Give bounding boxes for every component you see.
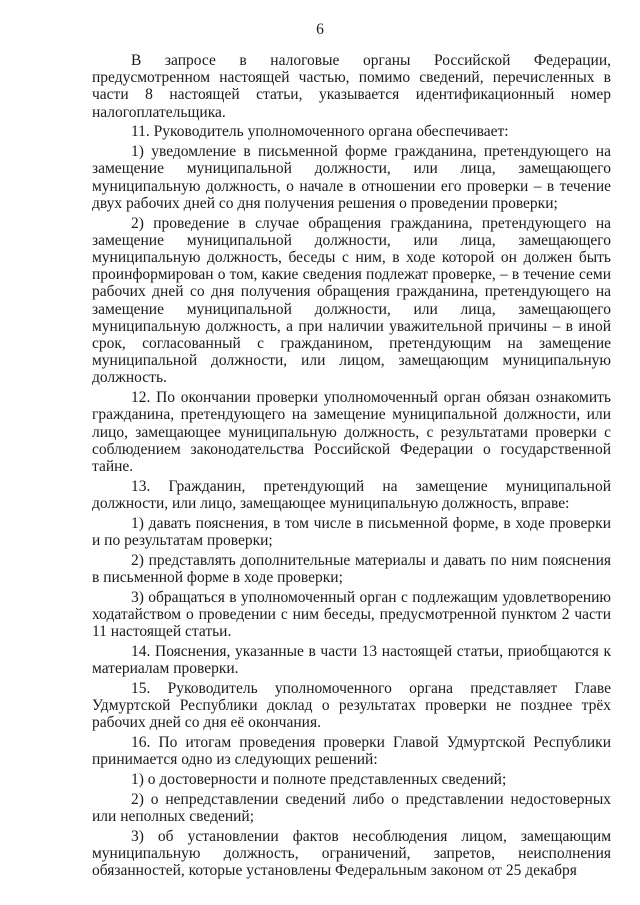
document-body <box>92 52 611 880</box>
paragraph: 14. Пояснения, указанные в части 13 настоящей статьи, приобщаются к материалам проверки. <box>92 643 611 678</box>
paragraph: 1) о достоверности и полноте представленных сведений; <box>131 771 507 789</box>
paragraph: 3) об установлении фактов несоблюдения лицом, замещающим муниципальную должность, ограничений, запретов, неисполнения обязанностей, которые установлены Федеральным законом от 25 декабря <box>92 828 611 880</box>
page-number: 6 <box>316 21 324 38</box>
paragraph: 12. По окончании проверки уполномоченный орган обязан ознакомить гражданина, претендующего на замещение муниципальной должности, или лицо, замещающее муниципальную должность, с результатами проверки с соблюдением законодательства Российской Федерации о государственной тайне. <box>92 389 611 476</box>
paragraph: В запросе в налоговые органы Российской Федерации, предусмотренном настоящей частью, помимо сведений, перечисленных в части 8 настоящей статьи, указывается идентификационный номер налогоплательщика. <box>92 52 611 121</box>
paragraph: 3) обращаться в уполномоченный орган с подлежащим удовлетворению ходатайством о проведении с ним беседы, предусмотренной пунктом 2 части 11 настоящей статьи. <box>92 588 611 641</box>
paragraph: 2) проведение в случае обращения гражданина, претендующего на замещение муниципальной должности, или лица, замещающего муниципальную должность, беседы с ним, в ходе которой он должен быть проинформирован о том, какие сведения подлежат проверке, – в течение семи рабочих дней со дня получения обращения гражданина, претендующего на замещение муниципальной должности, или лица, замещающего муниципальную должность, а при наличии уважительной причины – в иной срок, согласованный с гражданином, претендующим на замещение муниципальной должности, или лицом, замещающим муниципальную должность. <box>92 214 611 387</box>
paragraph: 1) давать пояснения, в том числе в письменной форме, в ходе проверки и по результатам проверки; <box>92 514 611 550</box>
paragraph: 2) представлять дополнительные материалы и давать по ним пояснения в письменной форме в ходе проверки; <box>92 551 611 587</box>
paragraph: 16. По итогам проведения проверки Главой Удмуртской Республики принимается одно из следующих решений: <box>92 734 611 769</box>
paragraph: 15. Руководитель уполномоченного органа представляет Главе Удмуртской Республики доклад о результатах проверки не позднее трёх рабочих дней со дня её окончания. <box>92 680 611 732</box>
paragraph: 1) уведомление в письменной форме гражданина, претендующего на замещение муниципальной должности, или лица, замещающего муниципальную должность, о начале в отношении его проверки – в течение двух рабочих дней со дня получения решения о проведении проверки; <box>92 143 611 212</box>
paragraph: 11. Руководитель уполномоченного органа обеспечивает: <box>131 123 509 141</box>
paragraph: 2) о непредставлении сведений либо о представлении недостоверных или неполных сведений; <box>92 791 611 826</box>
paragraph: 13. Гражданин, претендующий на замещение муниципальной должности, или лицо, замещающее муниципальную должность, вправе: <box>92 477 611 513</box>
